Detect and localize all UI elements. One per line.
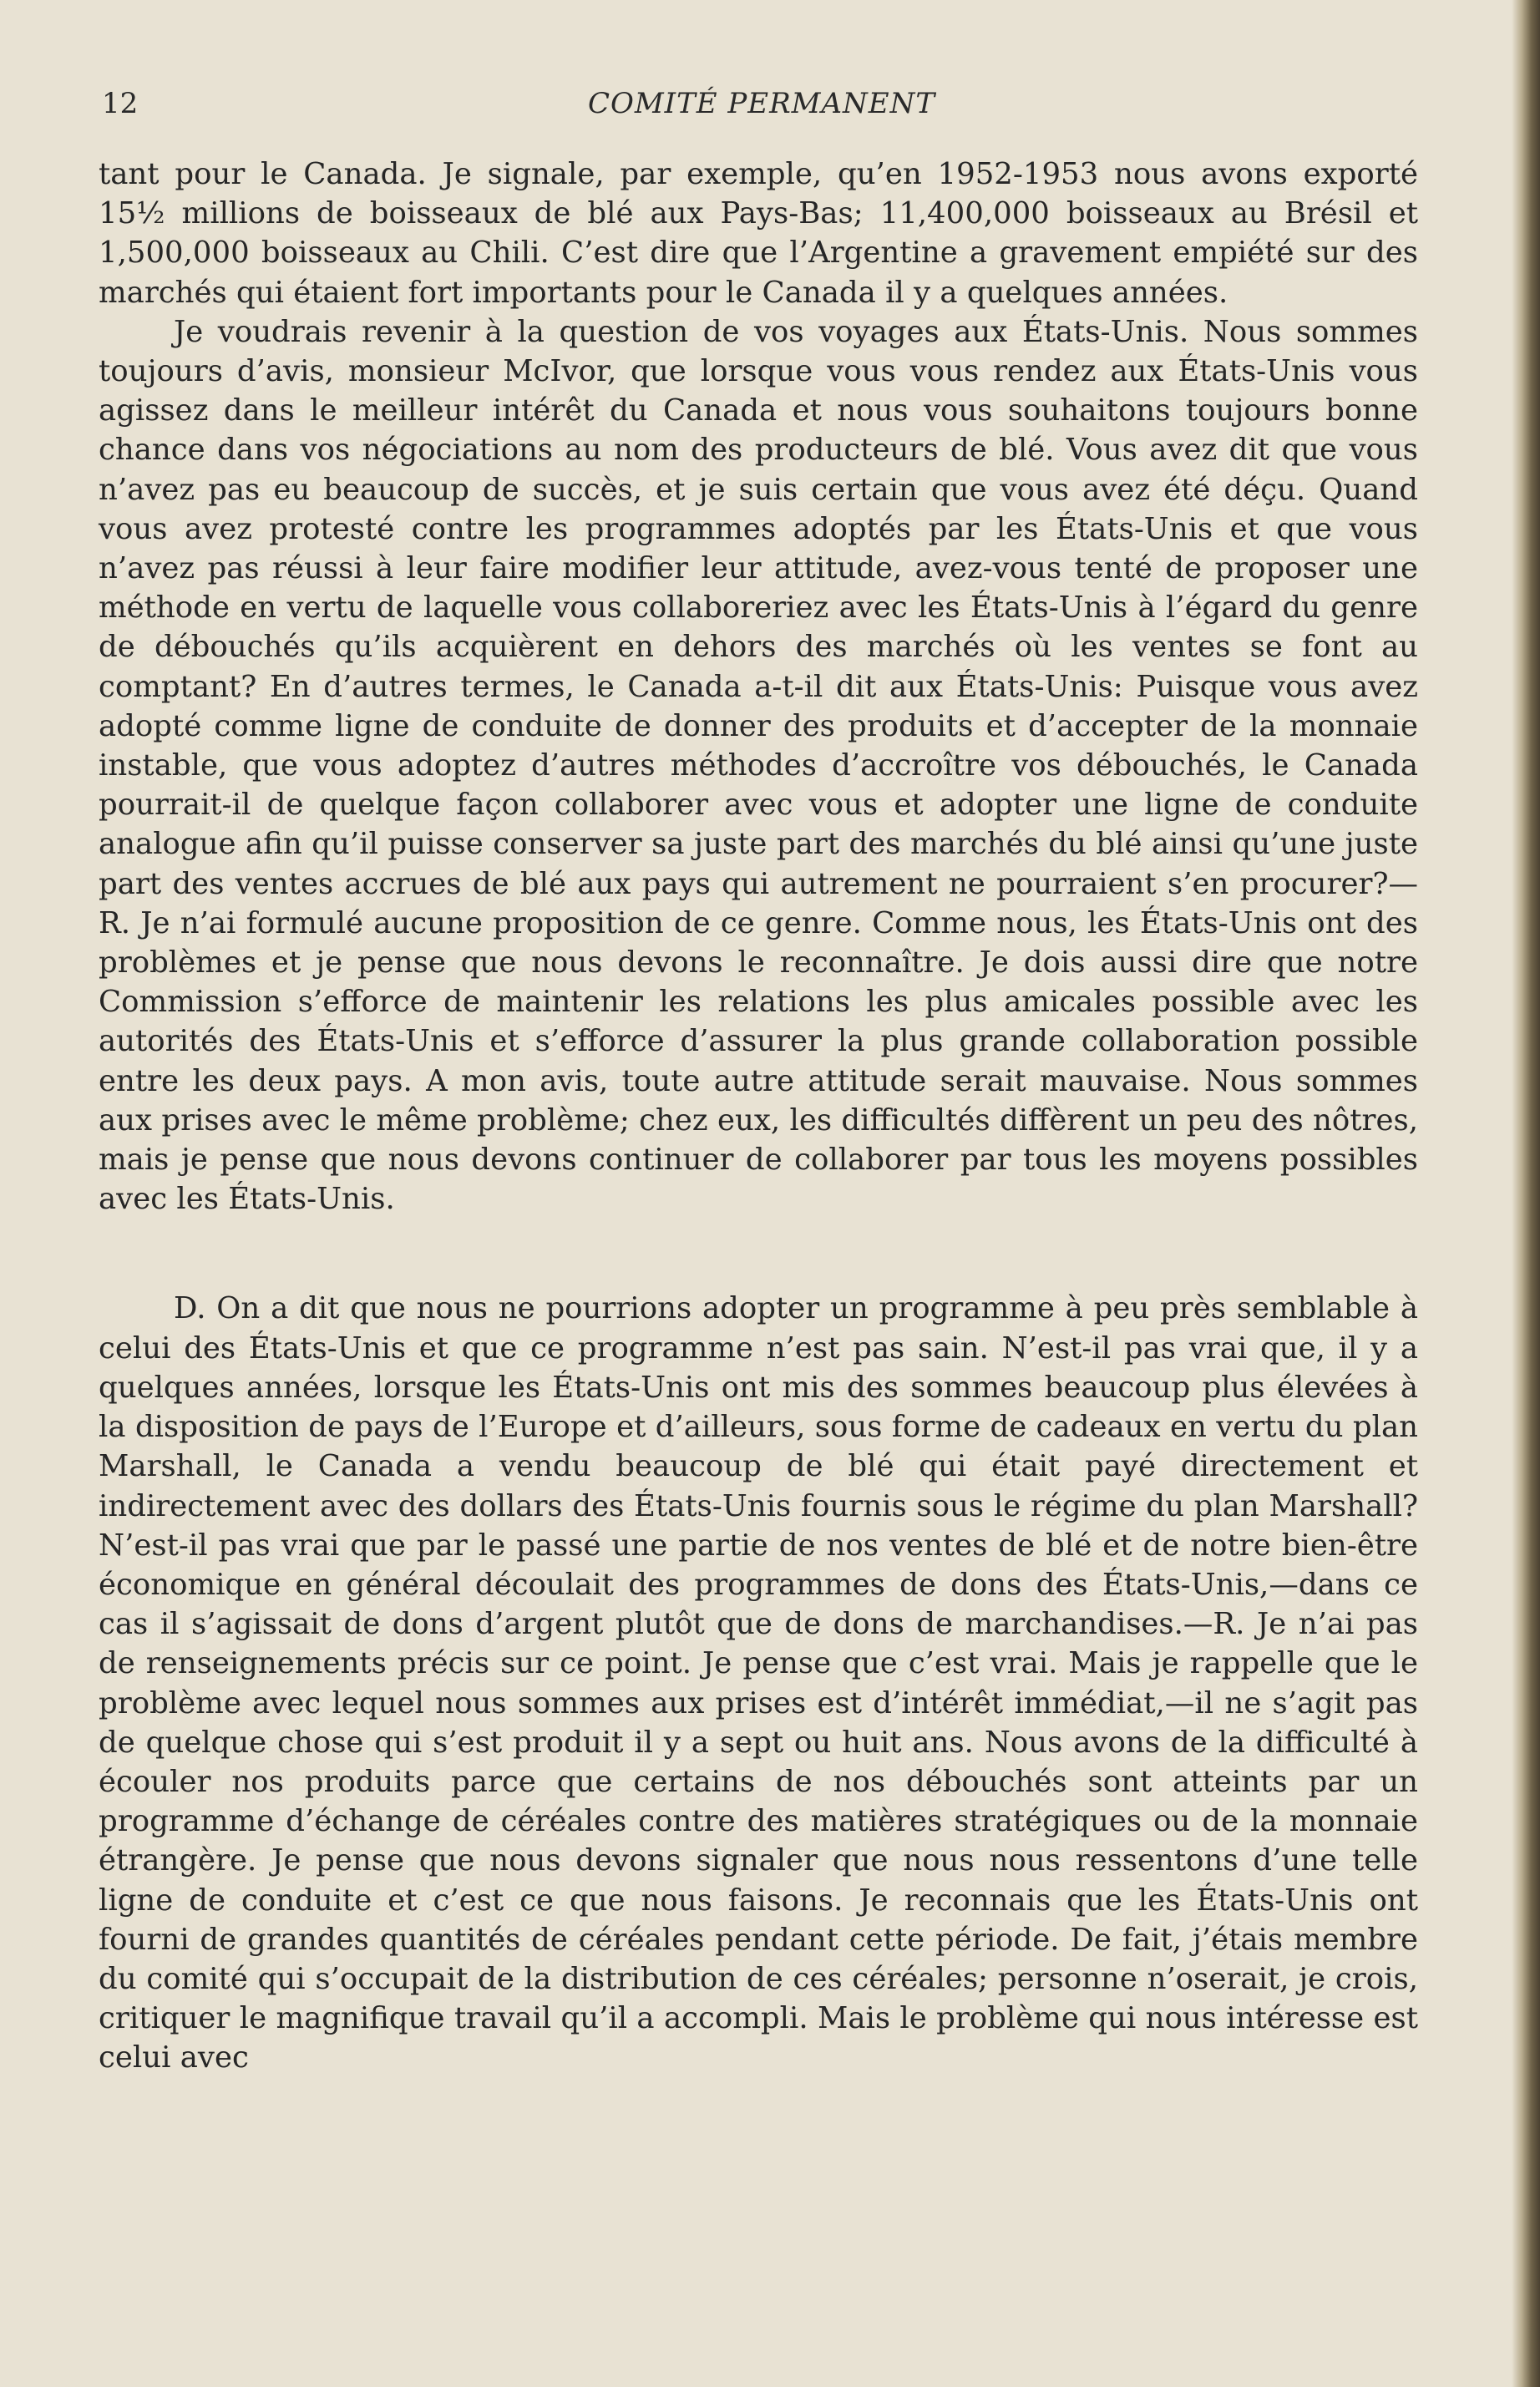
running-title: COMITÉ PERMANENT bbox=[587, 87, 936, 120]
page-number: 12 bbox=[102, 87, 139, 120]
body-text bbox=[99, 155, 1418, 2078]
paragraph-1: tant pour le Canada. Je signale, par exemple, qu’en 1952-1953 nous avons exporté 15½ millions de boisseaux de blé aux Pays-Bas; 11,400,000 boisseaux au Brésil et 1,500,000 boisseaux au Chili. C’est dire que l’Argentine a gravement empiété sur des marchés qui étaient fort importants pour le Canada il y a quelques années. bbox=[99, 157, 1418, 310]
paragraph-2: Je voudrais revenir à la question de vos voyages aux États-Unis. Nous sommes toujours d’avis, monsieur McIvor, que lorsque vous vous rendez aux États-Unis vous agissez dans le meilleur intérêt du Canada et nous vous souhaitons toujours bonne chance dans vos négociations au nom des producteurs de blé. Vous avez dit que vous n’avez pas eu beaucoup de succès, et je suis certain que vous avez été déçu. Quand vous avez protesté contre les programmes adoptés par les États-Unis et que vous n’avez pas réussi à leur faire modifier leur attitude, avez-vous tenté de proposer une méthode en vertu de laquelle vous collaboreriez avec les États-Unis à l’égard du genre de débouchés qu’ils acquièrent en dehors des marchés où les ventes se font au comptant? En d’autres termes, le Canada a-t-il dit aux États-Unis: Puisque vous avez adopté comme ligne de conduite de donner des produits et d’accepter de la monnaie instable, que vous adoptez d’autres méthodes d’accroître vos débouchés, le Canada pourrait-il de quelque façon collaborer avec vous et adopter une ligne de conduite analogue afin qu’il puisse conserver sa juste part des marchés du blé ainsi qu’une juste part des ventes accrues de blé aux pays qui autrement ne pourraient s’en procurer?—R. Je n’ai formulé aucune proposition de ce genre. Comme nous, les États-Unis ont des problèmes et je pense que nous devons le reconnaître. Je dois aussi dire que notre Commission s’efforce de maintenir les relations les plus amicales possible avec les autorités des États-Unis et s’efforce d’assurer la plus grande collaboration possible entre les deux pays. A mon avis, toute autre attitude serait mauvaise. Nous sommes aux prises avec le même problème; chez eux, les difficultés diffèrent un peu des nôtres, mais je pense que nous devons continuer de collaborer par tous les moyens possibles avec les États-Unis. bbox=[99, 314, 1418, 1217]
running-header bbox=[102, 87, 1421, 129]
paragraph-3: D. On a dit que nous ne pourrions adopter un programme à peu près semblable à celui des États-Unis et que ce programme n’est pas sain. N’est-il pas vrai que, il y a quelques années, lorsque les États-Unis ont mis des sommes beaucoup plus élevées à la disposition de pays de l’Europe et d’ailleurs, sous forme de cadeaux en vertu du plan Marshall, le Canada a vendu beaucoup de blé qui était payé directement et indirectement avec des dollars des États-Unis fournis sous le régime du plan Marshall? N’est-il pas vrai que par le passé une partie de nos ventes de blé et de notre bien-être économique en général découlait des programmes de dons des États-Unis,—dans ce cas il s’agissait de dons d’argent plutôt que de dons de marchandises.—R. Je n’ai pas de renseignements précis sur ce point. Je pense que c’est vrai. Mais je rappelle que le problème avec lequel nous sommes aux prises est d’intérêt immédiat,—il ne s’agit pas de quelque chose qui s’est produit il y a sept ou huit ans. Nous avons de la difficulté à écouler nos produits parce que certains de nos débouchés sont atteints par un programme d’échange de céréales contre des matières stratégiques ou de la monnaie étrangère. Je pense que nous devons signaler que nous nous ressentons d’une telle ligne de conduite et c’est ce que nous faisons. Je reconnais que les États-Unis ont fourni de grandes quantités de céréales pendant cette période. De fait, j’étais membre du comité qui s’occupait de la distribution de ces céréales; personne n’oserait, je crois, critiquer le magnifique travail qu’il a accompli. Mais le problème qui nous intéresse est celui avec bbox=[99, 1291, 1418, 2075]
page-binding-edge bbox=[1512, 0, 1540, 2387]
